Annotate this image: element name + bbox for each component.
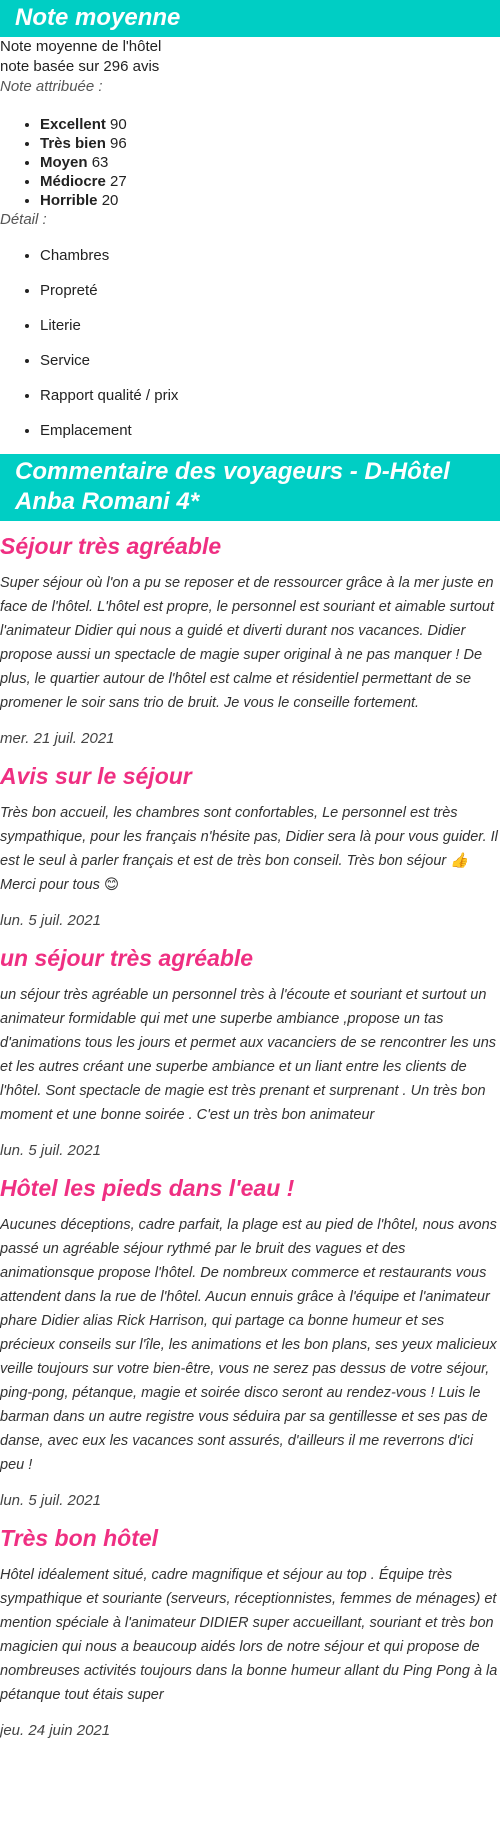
detail-list [0,246,500,441]
review-body: Hôtel idéalement situé, cadre magnifique et séjour au top . Équipe très sympathique et souriante (serveurs, réceptionnistes, femmes de ménages) et mention spéciale à l'animateur DIDIER super accueillant, souriant et très bon magicien qui nous a beaucoup aidés lors de notre séjour et qui propose de nombreuses activités toujours dans la bonne humeur allant du Ping Pong à la pétanque tout étais super [0,1567,498,1703]
attributed-label: Note attribuée : [0,78,103,95]
review-card [0,1173,500,1513]
review-title: Très bon hôtel [0,1525,159,1551]
score-label: Excellent [40,116,106,133]
detail-item-chambres: • Chambres [40,246,500,266]
hotel-rating-label: Note moyenne de l'hôtel [0,38,162,55]
score-count: 27 [110,173,127,190]
review-count-text: note basée sur 296 avis [0,58,160,75]
score-label: Horrible [40,192,98,209]
review-date: lun. 5 juil. 2021 [0,1142,101,1159]
reviews-section-title: Commentaire des voyageurs - D-Hôtel Anba Romani 4* [0,454,500,521]
score-list [0,115,500,210]
score-item [40,134,500,153]
score-label: Très bien [40,135,106,152]
review-card [0,943,500,1163]
detail-label: Détail : [0,211,47,228]
detail-item-emplacement: • Emplacement [40,421,500,441]
review-date: lun. 5 juil. 2021 [0,1492,101,1509]
score-item [40,191,500,210]
detail-item-rapport-qualite-prix: • Rapport qualité / prix [40,386,500,406]
score-item [40,153,500,172]
score-count: 63 [91,154,109,171]
review-date: jeu. 24 juin 2021 [0,1722,111,1739]
score-count: 20 [101,192,119,209]
review-card [0,761,500,933]
score-item [40,172,500,191]
score-label: Médiocre [40,173,106,190]
score-item [40,115,500,134]
review-card [0,531,500,751]
review-body: Aucunes déceptions, cadre parfait, la plage est au pied de l'hôtel, nous avons passé un agréable séjour rythmé par le bruit des vagues et des animationsque propose l'hôtel. De nombreux commerce et restaurants vous attendent dans la rue de l'hôtel. Aucun ennuis grâce à l'équipe et l'animateur phare Didier alias Rick Harrison, qui partage ca bonne humeur et ses précieux conseils sur l'île, les animations et les bon plans, ses yeux malicieux veille toujours sur votre bien-être, vous ne serez pas dessus de votre séjour, ping-pong, pétanque, magie et soirée disco seront au rendez-vous ! Luis le barman dans un autre registre vous séduira par sa gentillesse et ses pas de danse, avec eux les vacances sont assurés, d'ailleurs il me reverrons d'ici peu ! [0,1217,497,1473]
review-body: Super séjour où l'on a pu se reposer et de ressourcer grâce à la mer juste en face de l'hôtel. L'hôtel est propre, le personnel est souriant et aimable surtout l'animateur Didier qui nous a guidé et diverti durant nos vacances. Didier propose aussi un spectacle de magie super original à ne pas manquer ! De plus, le quartier autour de l'hôtel est calme et résidentiel permettant de se promener le soir sans trio de bruit. Je vous le conseille fortement. [0,575,494,711]
review-date: mer. 21 juil. 2021 [0,730,115,747]
detail-item-service: • Service [40,351,500,371]
detail-item-literie: • Literie [40,316,500,336]
review-card [0,1523,500,1743]
reviews-section [0,531,500,1743]
review-date: lun. 5 juil. 2021 [0,912,101,929]
detail-item-proprete: • Propreté [40,281,500,301]
score-count: 96 [110,135,127,152]
review-title: Avis sur le séjour [0,763,192,789]
rating-section-title: Note moyenne [0,0,500,37]
review-title: un séjour très agréable [0,945,254,971]
score-label: Moyen [40,154,88,171]
rating-section [0,37,500,441]
review-title: Hôtel les pieds dans l'eau ! [0,1175,295,1201]
review-body: un séjour très agréable un personnel très à l'écoute et souriant et surtout un animateur formidable qui met une superbe ambiance ,propose un tas d'animations tous les jours et permet aux vacanciers de se rencontrer les uns et les autres créant une superbe ambiance et un liant entre les clients de l'hôtel. Sont spectacle de magie est très prenant et surprenant . Un très bon moment et une bonne soirée . C'est un très bon animateur [0,987,497,1123]
review-body: Très bon accueil, les chambres sont confortables, Le personnel est très sympathique, pour les français n'hésite pas, Didier sera là pour vous guider. Il est le seul à parler français et est de très bon conseil. Très bon séjour 👍 Merci pour tous 😊 [0,805,498,893]
review-title: Séjour très agréable [0,533,222,559]
score-count: 90 [110,116,127,133]
